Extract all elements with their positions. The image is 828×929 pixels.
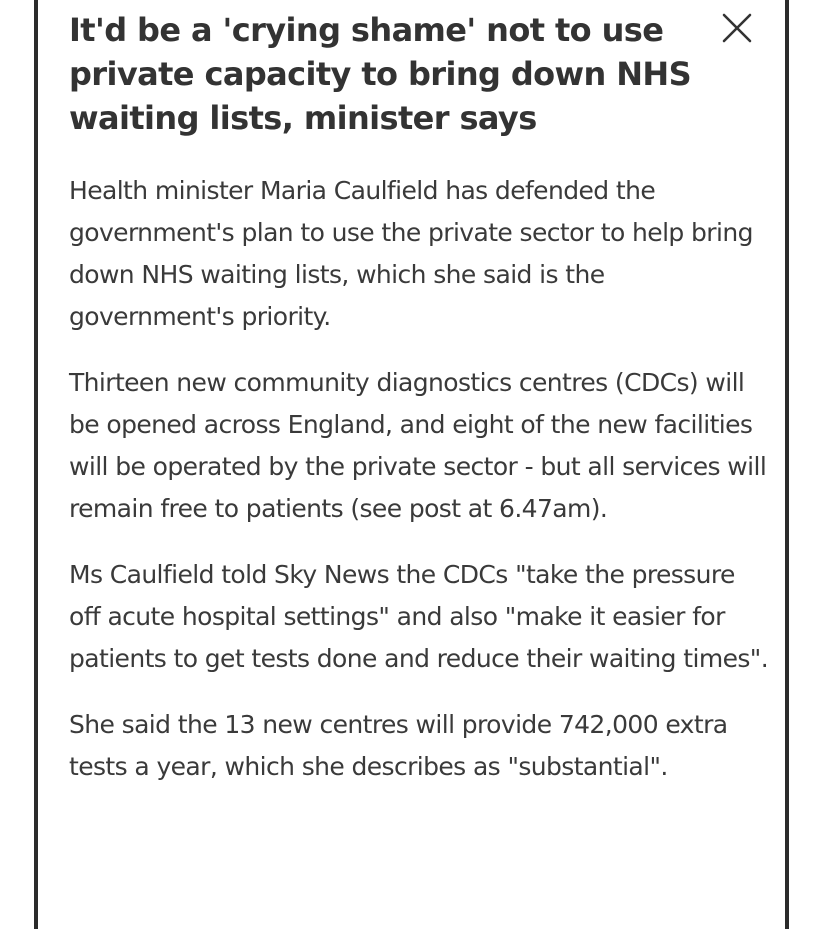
article-panel [34, 0, 789, 929]
paragraph-1: Health minister Maria Caulfield has defended the government's plan to use the private sector to help bring down NHS waiting lists, which she said is the government's priority. [69, 176, 753, 331]
paragraph-2: Thirteen new community diagnostics centres (CDCs) will be opened across England, and eight of the new facilities will be operated by the private sector - but all services will remain free to patients (see post at 6.47am). [69, 368, 767, 523]
close-button[interactable] [719, 10, 755, 46]
paragraph-4: She said the 13 new centres will provide 742,000 extra tests a year, which she describes as "substantial". [69, 710, 728, 781]
paragraph-3: Ms Caulfield told Sky News the CDCs "take the pressure off acute hospital settings" and also "make it easier for patients to get tests done and reduce their waiting times". [69, 560, 769, 673]
article-body [69, 170, 769, 812]
article-title: It'd be a 'crying shame' not to use private capacity to bring down NHS waiting lists, minister says [69, 11, 692, 137]
close-icon [719, 10, 755, 46]
